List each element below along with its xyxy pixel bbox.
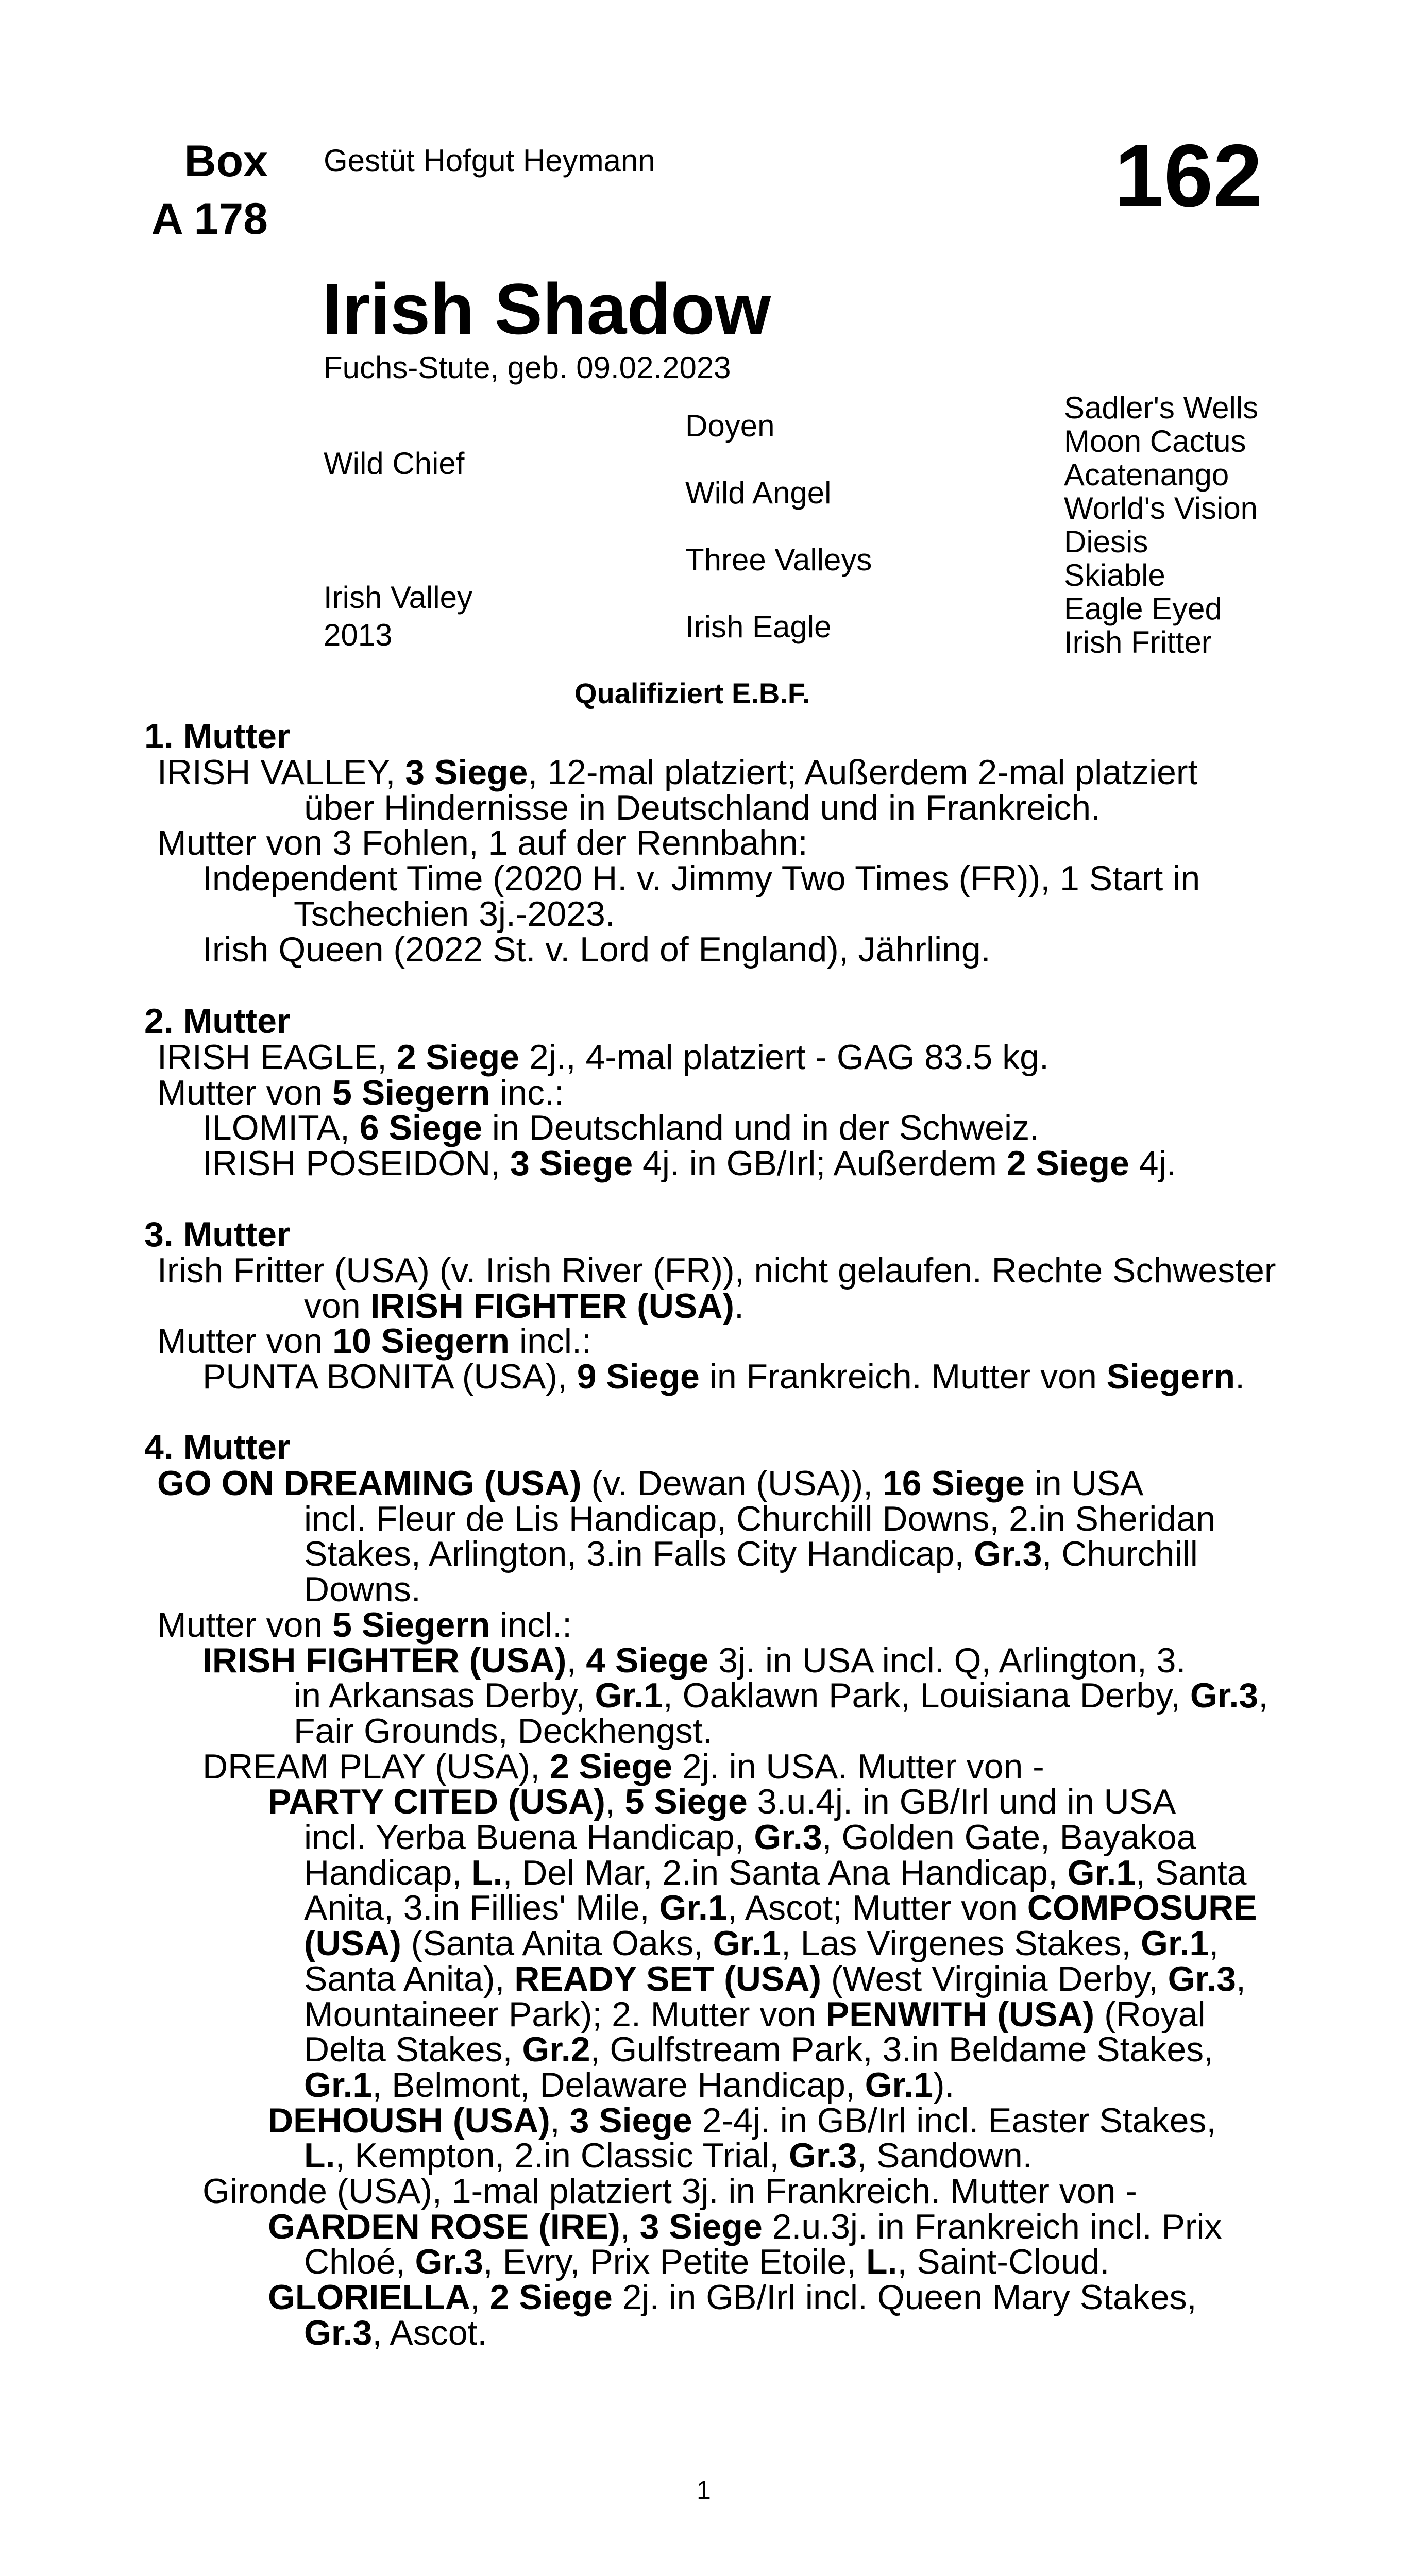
text-segment: inc.: [490, 1073, 564, 1112]
bold-text: PARTY CITED (USA) [268, 1782, 605, 1822]
section-line [202, 1108, 1039, 1148]
pedigree-dam: Irish Valley [324, 580, 472, 615]
text-segment: (West Virginia Derby, [821, 1959, 1168, 1998]
bold-text: Gr.1 [865, 2065, 933, 2105]
bold-text: Gr.2 [522, 2030, 590, 2070]
text-segment: von [304, 1286, 370, 1326]
bold-text: Gr.1 [304, 2065, 373, 2105]
text-segment: IRISH EAGLE, [157, 1038, 397, 1077]
section-line [304, 1926, 1219, 1961]
text-segment: , [470, 2278, 490, 2317]
text-segment: , Churchill [1042, 1534, 1198, 1574]
section-line [304, 1855, 1247, 1890]
section-line [202, 1357, 1245, 1397]
section-line [157, 755, 1197, 790]
bold-text: 3 Siege [510, 1144, 633, 1183]
bold-text: L. [304, 2136, 335, 2176]
text-segment: , Oaklawn Park, Louisiana Derby, [663, 1676, 1190, 1716]
text-segment: , [550, 2100, 570, 2140]
text-segment: über Hindernisse in Deutschland und in Frankreich. [304, 788, 1101, 827]
pedigree-gen2: Three Valleys [685, 543, 872, 577]
bold-text: Gr.3 [304, 2313, 373, 2352]
pedigree-gen3: Skiable [1064, 558, 1165, 592]
text-segment: , [1258, 1676, 1268, 1716]
section-line [304, 1286, 744, 1326]
text-segment: Irish Fritter (USA) (v. Irish River (FR)), nicht gelaufen. Rechte Schwester [157, 1251, 1276, 1290]
section-line [304, 790, 1101, 825]
text-segment: , [620, 2207, 640, 2246]
text-segment: Mountaineer Park); 2. Mutter von [304, 1994, 826, 2034]
section-line [157, 1466, 1143, 1501]
section-line [304, 1961, 1246, 1996]
text-segment: 4j. [1129, 1144, 1176, 1183]
bold-text: 3 Siege [569, 2100, 692, 2140]
page-number: 1 [697, 2476, 711, 2504]
text-segment: 2j., 4-mal platziert - GAG 83.5 kg. [519, 1038, 1049, 1077]
pedigree-gen3: Moon Cactus [1064, 424, 1246, 459]
bold-text: Gr.1 [659, 1888, 728, 1928]
text-segment: Independent Time (2020 H. v. Jimmy Two Times (FR)), 1 Start in [202, 859, 1200, 899]
text-segment: , Golden Gate, Bayakoa [822, 1818, 1196, 1857]
bold-text: PENWITH (USA) [825, 1994, 1095, 2034]
bold-text: (USA) [304, 1924, 401, 1963]
section-line [268, 2280, 1197, 2315]
bold-text: GLORIELLA [268, 2278, 470, 2317]
bold-text: Gr.3 [1168, 1959, 1236, 1998]
bold-text: 16 Siege [882, 1464, 1025, 1503]
section-line [304, 2242, 1110, 2282]
bold-text: 2 Siege [396, 1038, 519, 1077]
text-segment: Gironde (USA), 1-mal platziert 3j. in Frankreich. Mutter von - [202, 2172, 1137, 2211]
text-segment: IRISH VALLEY, [157, 753, 405, 792]
bold-text: DEHOUSH (USA) [268, 2100, 550, 2140]
section-line [157, 1040, 1049, 1075]
bold-text: L. [471, 1853, 503, 1892]
pedigree-gen3: Sadler's Wells [1064, 391, 1259, 425]
text-segment: Anita, 3.in Fillies' Mile, [304, 1888, 659, 1928]
qualification: Qualifiziert E.B.F. [574, 677, 810, 709]
text-segment: Mutter von 3 Fohlen, 1 auf der Rennbahn: [157, 823, 808, 863]
text-segment: , Del Mar, 2.in Santa Ana Handicap, [502, 1853, 1068, 1892]
lot-number: 162 [1114, 126, 1262, 225]
text-segment: incl. Fleur de Lis Handicap, Churchill Downs, 2.in Sheridan [304, 1499, 1215, 1538]
text-segment: in USA [1024, 1464, 1144, 1503]
text-segment: , Ascot. [372, 2313, 487, 2352]
bold-text: 2 Siege [1006, 1144, 1129, 1183]
text-segment: 3.u.4j. in GB/Irl und in USA [747, 1782, 1176, 1822]
bold-text: 6 Siege [359, 1108, 482, 1148]
section-line [202, 929, 991, 969]
text-segment: in Deutschland und in der Schweiz. [482, 1108, 1039, 1148]
stud-name: Gestüt Hofgut Heymann [324, 143, 655, 178]
text-segment: . [1235, 1357, 1245, 1397]
text-segment: (Santa Anita Oaks, [401, 1924, 713, 1963]
text-segment: Handicap, [304, 1853, 472, 1892]
text-segment: , [1236, 1959, 1246, 1998]
bold-text: Gr.1 [1067, 1853, 1136, 1892]
section-line [304, 1572, 421, 1607]
bold-text: GO ON DREAMING (USA) [157, 1464, 582, 1503]
section-line [294, 1676, 1268, 1716]
bold-text: Gr.1 [1140, 1924, 1209, 1963]
pedigree-gen3: Acatenango [1064, 457, 1229, 492]
text-segment: 2j. in USA. Mutter von - [672, 1747, 1044, 1786]
pedigree-gen3: Eagle Eyed [1064, 591, 1222, 626]
section-line [294, 894, 615, 934]
bold-text: 3 Siege [639, 2207, 763, 2246]
bold-text: Gr.3 [788, 2136, 857, 2176]
pedigree-gen2: Doyen [685, 409, 775, 443]
bold-text: 5 Siegern [332, 1073, 490, 1112]
section-line [202, 1749, 1044, 1784]
bold-text: Gr.1 [595, 1676, 663, 1716]
text-segment: , Gulfstream Park, 3.in Beldame Stakes, [590, 2030, 1214, 2070]
text-segment: incl. Yerba Buena Handicap, [304, 1818, 754, 1857]
pedigree-gen2: Irish Eagle [685, 609, 832, 644]
text-segment: Tschechien 3j.-2023. [294, 894, 615, 934]
section-line [268, 2100, 1216, 2140]
text-segment: 2j. in GB/Irl incl. Queen Mary Stakes, [612, 2278, 1197, 2317]
text-segment: in Arkansas Derby, [294, 1676, 595, 1716]
section-line [268, 1782, 1176, 1822]
text-segment: Mutter von [157, 1073, 333, 1112]
text-segment: , Santa [1136, 1853, 1247, 1892]
text-segment: , Ascot; Mutter von [727, 1888, 1027, 1928]
text-segment: IRISH POSEIDON, [202, 1144, 510, 1183]
section-title: 4. Mutter [144, 1428, 291, 1467]
text-segment: Fair Grounds, Deckhengst. [294, 1711, 713, 1751]
text-segment: Chloé, [304, 2242, 415, 2282]
section-line [157, 1605, 572, 1645]
horse-name: Irish Shadow [322, 268, 771, 349]
pedigree-gen3: World's Vision [1064, 491, 1258, 526]
bold-text: Gr.1 [713, 1924, 781, 1963]
text-segment: incl.: [490, 1605, 572, 1645]
pedigree-dam-year: 2013 [324, 618, 393, 652]
bold-text: GARDEN ROSE (IRE) [268, 2207, 620, 2246]
bold-text: 5 Siegern [332, 1605, 490, 1645]
bold-text: COMPOSURE [1027, 1888, 1257, 1928]
bold-text: 5 Siege [624, 1782, 748, 1822]
text-segment: (Royal [1094, 1994, 1206, 2034]
text-segment: Mutter von [157, 1605, 333, 1645]
text-segment: Downs. [304, 1570, 421, 1609]
bold-text: 2 Siege [489, 2278, 613, 2317]
bold-text: L. [866, 2242, 898, 2282]
section-line [268, 2209, 1222, 2244]
bold-text: READY SET (USA) [514, 1959, 821, 1998]
text-segment: , [566, 1640, 586, 1680]
text-segment: . [734, 1286, 744, 1326]
bold-text: 10 Siegern [332, 1321, 510, 1361]
bold-text: IRISH FIGHTER (USA) [202, 1640, 567, 1680]
section-line [304, 2136, 1033, 2176]
pedigree-sire: Wild Chief [324, 446, 465, 481]
text-segment: in Frankreich. Mutter von [699, 1357, 1107, 1397]
section-title: 2. Mutter [144, 1002, 291, 1041]
box-label: Box [184, 137, 268, 186]
box-number: A 178 [151, 194, 268, 244]
text-segment: , Sandown. [857, 2136, 1033, 2176]
section-line [294, 1711, 713, 1751]
text-segment: 2-4j. in GB/Irl incl. Easter Stakes, [692, 2100, 1216, 2140]
section-line [304, 1994, 1206, 2034]
text-segment: , Evry, Prix Petite Etoile, [483, 2242, 866, 2282]
text-segment: , [605, 1782, 625, 1822]
section-line [157, 1321, 591, 1361]
section-line [202, 859, 1200, 899]
text-segment: Mutter von [157, 1321, 333, 1361]
text-segment: ILOMITA, [202, 1108, 360, 1148]
bold-text: 4 Siege [586, 1640, 709, 1680]
bold-text: Gr.3 [754, 1818, 822, 1857]
bold-text: 9 Siege [577, 1357, 700, 1397]
text-segment: 3j. in USA incl. Q, Arlington, 3. [708, 1640, 1186, 1680]
section-line [157, 823, 808, 863]
text-segment: , Saint-Cloud. [897, 2242, 1110, 2282]
text-segment: ). [933, 2065, 955, 2105]
section-title: 3. Mutter [144, 1215, 291, 1254]
pedigree-gen3: Irish Fritter [1064, 625, 1212, 659]
section-line [202, 2174, 1137, 2209]
section-line [304, 1501, 1215, 1536]
text-segment: 2.u.3j. in Frankreich incl. Prix [762, 2207, 1222, 2246]
section-line [202, 1640, 1186, 1680]
section-title: 1. Mutter [144, 717, 291, 756]
section-line [304, 1534, 1198, 1574]
bold-text: Gr.3 [1190, 1676, 1259, 1716]
section-line [304, 2315, 487, 2350]
section-line [304, 1888, 1257, 1928]
bold-text: Gr.3 [974, 1534, 1042, 1574]
text-segment: incl.: [510, 1321, 591, 1361]
pedigree-gen2: Wild Angel [685, 476, 832, 510]
text-segment: (v. Dewan (USA)), [581, 1464, 883, 1503]
bold-text: 3 Siege [405, 753, 528, 792]
text-segment: Santa Anita), [304, 1959, 515, 1998]
text-segment: , Belmont, Delaware Handicap, [372, 2065, 865, 2105]
text-segment: , [1209, 1924, 1219, 1963]
section-line [157, 1253, 1276, 1288]
text-segment: Delta Stakes, [304, 2030, 522, 2070]
text-segment: , 12-mal platziert; Außerdem 2-mal platziert [528, 753, 1198, 792]
section-line [157, 1075, 564, 1110]
text-segment: Stakes, Arlington, 3.in Falls City Handicap, [304, 1534, 974, 1574]
text-segment: 4j. in GB/Irl; Außerdem [633, 1144, 1007, 1183]
bold-text: 2 Siege [549, 1747, 672, 1786]
section-line [304, 2030, 1214, 2070]
horse-description: Fuchs-Stute, geb. 09.02.2023 [324, 350, 731, 385]
bold-text: IRISH FIGHTER (USA) [370, 1286, 734, 1326]
section-line [304, 1820, 1196, 1855]
bold-text: Gr.3 [415, 2242, 483, 2282]
text-segment: , Kempton, 2.in Classic Trial, [335, 2136, 789, 2176]
text-segment: PUNTA BONITA (USA), [202, 1357, 577, 1397]
text-segment: DREAM PLAY (USA), [202, 1747, 550, 1786]
section-line [304, 2067, 954, 2103]
bold-text: Siegern [1106, 1357, 1236, 1397]
section-line [202, 1146, 1176, 1181]
text-segment: Irish Queen (2022 St. v. Lord of England), Jährling. [202, 929, 991, 969]
pedigree-gen3: Diesis [1064, 524, 1148, 559]
text-segment: , Las Virgenes Stakes, [781, 1924, 1141, 1963]
